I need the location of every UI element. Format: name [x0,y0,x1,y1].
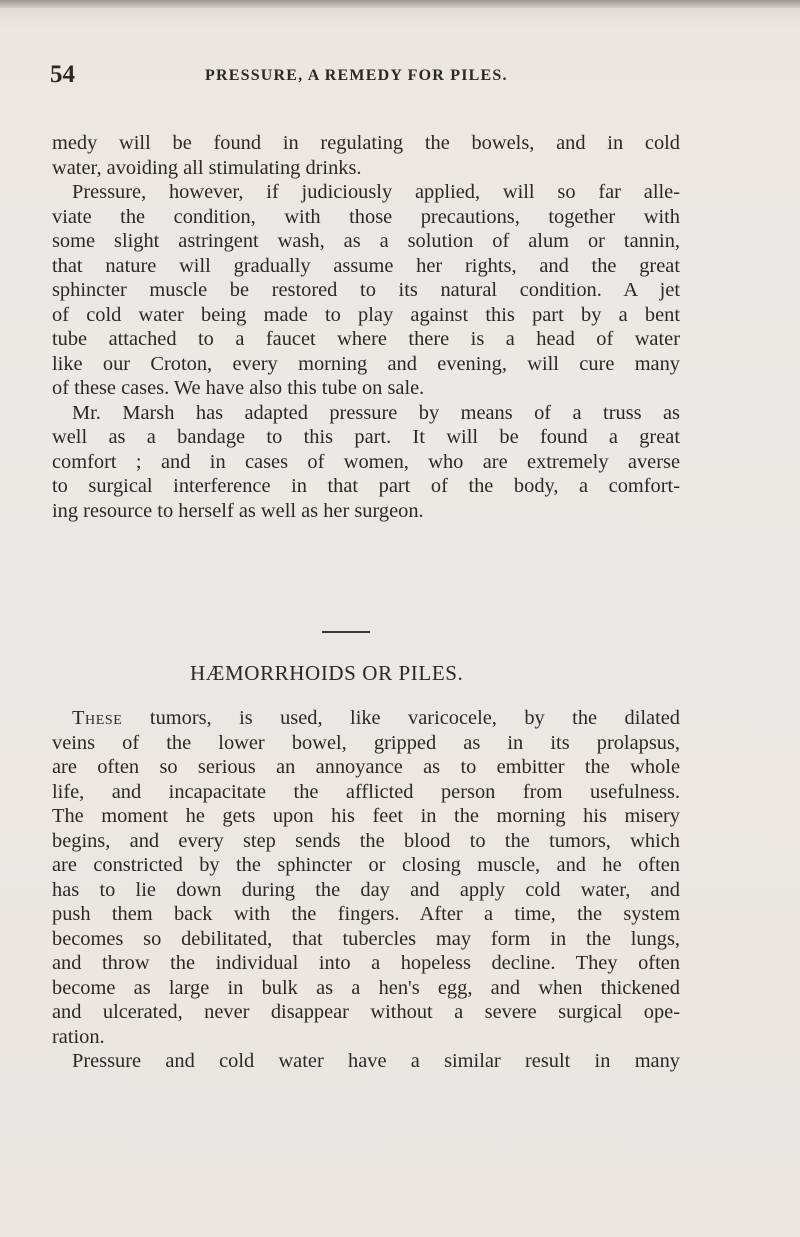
text-line-first [52,706,680,731]
text-line: becomes so debilitated, that tubercles may form in the lungs, [52,927,680,950]
text-line: viate the condition, with those precautions, together with [52,205,680,228]
page-top-edge [0,0,800,8]
running-head [50,62,670,88]
text-line: push them back with the fingers. After a time, the system [52,903,680,925]
text-line: Mr. Marsh has adapted pressure by means of a truss as [72,401,680,424]
text-line: like our Croton, every morning and evening, will cure many [52,352,680,375]
text-line: life, and incapacitate the afflicted person from usefulness. [52,780,680,803]
text-line: sphincter muscle be restored to its natural condition. A jet [52,279,680,301]
text-line: to surgical interference in that part of the body, a comfort- [52,475,680,497]
section-divider-rule [322,631,370,633]
first-line-rest: tumors, is used, like varicocele, by the dilated [122,707,680,729]
text-line: well as a bandage to this part. It will be found a great [52,426,680,448]
text-line: has to lie down during the day and apply cold water, and [52,878,680,901]
text-line: become as large in bulk as a hen's egg, and when thickened [52,976,680,999]
text-line: and throw the individual into a hopeless decline. They often [52,952,680,974]
page-number: 54 [50,61,75,88]
text-line: are constricted by the sphincter or closing muscle, and he often [52,854,680,876]
body-text-section-1 [52,131,680,523]
text-line: tube attached to a faucet where there is a head of water [52,328,680,350]
text-line: Pressure and cold water have a similar result in many [72,1050,680,1072]
running-title: PRESSURE, A REMEDY FOR PILES. [205,67,508,84]
drop-word: These [72,707,123,729]
text-line: medy will be found in regulating the bowels, and in cold [52,132,680,154]
text-line: begins, and every step sends the blood to the tumors, which [52,829,680,852]
text-line: comfort ; and in cases of women, who are extremely averse [52,450,680,473]
section-heading: HÆMORRHOIDS OR PILES. [190,661,464,685]
text-line: The moment he gets upon his feet in the morning his misery [52,805,680,827]
text-line: ing resource to herself as well as her surgeon. [52,499,424,522]
text-line: of these cases. We have also this tube on sale. [52,377,425,399]
text-line: that nature will gradually assume her rights, and the great [52,254,680,277]
body-text-section-2 [52,706,680,1074]
text-line: water, avoiding all stimulating drinks. [52,156,362,179]
text-line: veins of the lower bowel, gripped as in its prolapsus, [52,731,680,754]
text-line: Pressure, however, if judiciously applied, will so far alle- [72,181,680,203]
text-line: and ulcerated, never disappear without a severe surgical ope- [52,1001,680,1023]
text-line: of cold water being made to play against this part by a bent [52,303,680,326]
text-line: are often so serious an annoyance as to embitter the whole [52,756,680,778]
text-line: some slight astringent wash, as a solution of alum or tannin, [52,230,680,252]
text-line: ration. [52,1025,105,1048]
